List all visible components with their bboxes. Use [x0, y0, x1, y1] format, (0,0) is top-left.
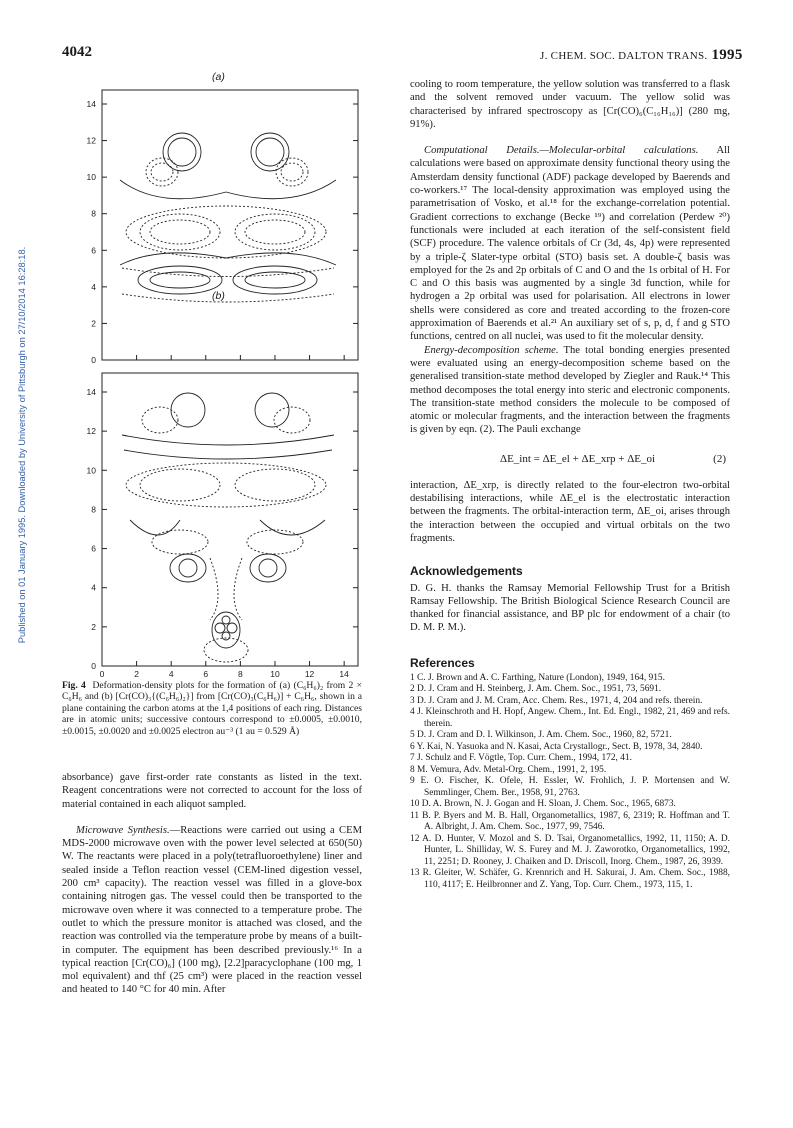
caption-label: Fig. 4	[62, 680, 86, 691]
computational-heading: Computational Details.—Molecular-orbital calculations.	[424, 145, 699, 157]
x-tick-label: 2	[134, 669, 139, 679]
reference-item: 13 R. Gleiter, W. Schäfer, G. Krennrich and H. Sakurai, J. Am. Chem. Soc., 1988, 110, 4117; E. Heilbronner and Z. Yang, Top. Curr. Chem., 1973, 115, 1.	[410, 868, 730, 890]
right-paragraph-3	[410, 344, 730, 437]
panel-a-y-tick-label: 2	[91, 318, 96, 329]
caption-text: Deformation-density plots for the formation of (a) (C₆H₆)₂ from 2 × C₆H₆ and (b) [Cr(CO)₃{(C₆H₆)₂}] from [Cr(CO)₃(C₆H₆)] + C₆H₆, shown in a plane containing the carbon atoms at the 1,4 positions of each ring. Distances are in atomic units; successive contours correspond to ±0.0005, ±0.0010, ±0.0015, ±0.0020 and ±0.0025 electron au⁻³ (1 au = 0.529 Å)	[62, 680, 363, 737]
reference-item: 3 D. J. Cram and J. M. Cram, Acc. Chem. Res., 1971, 4, 204 and refs. therein.	[410, 695, 703, 706]
microwave-text: —Reactions were carried out using a CEM MDS-2000 microwave oven with the power level selected at 650(50) W. The reactants were placed in a poly(tetrafluoroethylene) liner and sealed inside a Teflon reaction vessel (CEM-lined digestion vessel, 200 cm³ capacity). The reaction vessel was filled in a glove-box containing nitrogen gas. The vessel could then be transported to the microwave oven where it was connected to a temperature probe. The outlet to which the pressure monitor is attached was closed, and the reaction was controlled via the temperature probe by means of a built-in computer. The equipment has been described previously.¹⁶ In a typical reaction [Cr(CO)₆] (100 mg), [2.2]paracyclophane (100 mg, 1 mol equivalent) and thf (25 cm³) were placed in the reaction vessel and heated to 140 °C for 40 min. After	[62, 824, 362, 996]
panel-a-y-tick-label: 8	[91, 208, 96, 219]
right-column	[410, 78, 730, 891]
panel-b-y-tick-label: 0	[91, 661, 96, 671]
panel-a-y-tick-label: 12	[86, 135, 96, 146]
left-column	[62, 771, 362, 997]
reference-item: 4 J. Kleinschroth and H. Hopf, Angew. Chem., Int. Ed. Engl., 1982, 21, 469 and refs. therein.	[410, 707, 730, 729]
panel-a-y-tick-label: 14	[86, 99, 96, 109]
panel-a-y-tick-label: 10	[86, 172, 96, 183]
equation-2	[410, 445, 730, 479]
panel-b-frame	[102, 373, 358, 666]
acknowledgements-heading: Acknowledgements	[410, 564, 523, 579]
x-tick-label: 4	[168, 669, 174, 679]
x-tick-label: 0	[99, 669, 105, 679]
panel-b-y-tick-label: 4	[91, 582, 96, 593]
reference-item: 1 C. J. Brown and A. C. Farthing, Nature (London), 1949, 164, 915.	[410, 672, 665, 683]
x-tick-label: 14	[339, 669, 349, 679]
panel-a-y-tick-label: 4	[91, 281, 96, 292]
references-heading: References	[410, 655, 475, 670]
computational-text: All calculations were based on approximate density functional theory using the Amsterdam density functional (ADF) package developed by Baerends and co-workers.¹⁷ The local-density approximation was employed using the parametrisation of Vosko, et al.¹⁸ for the exchange-correlation potential. Gradient corrections to exchange (Becke ¹⁹) and correlation (Perdew ²⁰) functionals were included at each iteration of the self-consistent field (SCF) procedure. The valence orbitals of Cr (3d, 4s, 4p) were represented by a triple-ζ Slater-type orbital (STO) basis set. A double-ζ basis was employed for the 2s and 2p orbitals of C and O and the 1s orbital of H. For C and O this basis was augmented by a single 3d function, while for hydrogen a 2p orbital was used for polarisation. All electrons in lower shells were considered as core and treated according to the frozen-core approximation of Baerends et al.²¹ An auxiliary set of s, p, d, f and g STO functions, centred on all nuclei, was used to fit the molecular density.	[410, 145, 730, 343]
journal-name: J. CHEM. SOC. DALTON TRANS.	[540, 50, 708, 62]
right-paragraph-4: interaction, ΔE_xrp, is directly related to the four-electron two-orbital destabilising interactions, while ΔE_el is the electrostatic interaction between the fragments. The orbital-interaction term, ΔE_oi, arises through the interaction between the occupied and virtual orbitals on the two fragments.	[410, 479, 730, 544]
panel-b-contours	[122, 393, 334, 662]
panel-a-label: (a)	[212, 71, 225, 83]
panel-b-label: (b)	[212, 290, 225, 302]
panel-b-y-tick-label: 2	[91, 621, 96, 632]
equation-number: (2)	[713, 452, 726, 465]
reference-item: 5 D. J. Cram and D. I. Wilkinson, J. Am. Chem. Soc., 1960, 82, 5721.	[410, 730, 672, 741]
x-tick-label: 6	[203, 669, 209, 679]
journal-year: 1995	[711, 47, 743, 63]
right-paragraph-1: cooling to room temperature, the yellow solution was transferred to a flask and the solvent removed under vacuum. The yellow solid was characterised by infrared spectroscopy as [Cr(CO)₆(C₁₆H₁₆)] (280 mg, 91%).	[410, 79, 730, 130]
reference-item: 10 D. A. Brown, N. J. Gogan and H. Sloan, J. Chem. Soc., 1965, 6873.	[410, 799, 676, 810]
energy-heading: Energy-decomposition scheme.	[424, 344, 559, 356]
references-list	[410, 673, 730, 892]
reference-item: 8 M. Vemura, Adv. Metal-Org. Chem., 1991, 2, 195.	[410, 764, 607, 775]
reference-item: 6 Y. Kai, N. Yasuoka and N. Kasai, Acta Crystallogr., Sect. B, 1978, 34, 2840.	[410, 741, 703, 752]
panel-a-y-tick-label: 6	[91, 245, 96, 256]
panel-a-frame	[102, 90, 358, 360]
journal-header	[540, 47, 743, 64]
reference-item: 9 E. O. Fischer, K. Ofele, H. Essler, W. Frohlich, J. P. Mortensen and W. Semmlinger, Chem. Ber., 1958, 91, 2763.	[410, 776, 730, 798]
right-paragraph-2	[410, 144, 730, 343]
x-tick-label: 8	[238, 669, 243, 679]
reference-item: 2 D. J. Cram and H. Steinberg, J. Am. Chem. Soc., 1951, 73, 5691.	[410, 684, 662, 695]
microwave-heading: Microwave Synthesis.	[76, 824, 170, 836]
panel-b-y-tick-label: 12	[86, 426, 96, 437]
panel-b-y-tick-label: 8	[91, 504, 96, 515]
download-watermark: Published on 01 January 1995. Downloaded by University of Pittsburgh on 27/10/2014 16:28:18.	[17, 246, 27, 644]
panel-b-y-tick-label: 6	[91, 543, 96, 554]
panel-b-y-tick-label: 14	[86, 387, 96, 397]
panel-a-contours	[120, 133, 336, 302]
panel-b-y-tick-label: 10	[86, 465, 96, 476]
acknowledgements-text: D. G. H. thanks the Ramsay Memorial Fellowship Trust for a British Ramsay Fellowship. The British Biological Science Research Council are thanked for financial assistance, and BP plc for endowment of a chair (to D. M. P. M.).	[410, 582, 730, 634]
left-paragraph-1: absorbance) gave first-order rate constants as listed in the text. Reagent concentrations were not corrected to account for the loss of material contained in each aliquot sampled.	[62, 772, 362, 810]
left-paragraph-2	[62, 824, 362, 997]
reference-item: 7 J. Schulz and F. Vögtle, Top. Curr. Chem., 1994, 172, 41.	[410, 753, 632, 764]
reference-item: 11 B. P. Byers and M. B. Hall, Organometallics, 1987, 6, 2319; R. Hoffman and T. A. Albright, J. Am. Chem. Soc., 1977, 99, 7546.	[410, 810, 730, 833]
page-number: 4042	[62, 44, 92, 60]
panel-a-y-tick-label: 0	[91, 355, 96, 365]
figure-caption	[62, 680, 362, 737]
energy-text: The total bonding energies presented were evaluated using an energy-decomposition scheme based on the generalised transition-state method developed by Ziegler and Rauk.¹⁴ This method decomposes the total energy into steric and electronic components. The transition-state method considers the molecule to be composed of atomic or molecular fragments, and the interaction between the fragments is given by eqn. (2). The Pauli exchange	[410, 344, 730, 436]
reference-item: 12 A. D. Hunter, V. Mozol and S. D. Tsai, Organometallics, 1992, 11, 1150; A. D. Hunter, L. Shilliday, W. S. Furey and M. J. Zaworotko, Organometallics, 1992, 11, 2251; D. Rooney, J. Chaiken and D. Driscoll, Inorg. Chem., 1987, 26, 3939.	[410, 833, 730, 867]
equation-text: ΔE_int = ΔE_el + ΔE_xrp + ΔE_oi	[500, 452, 656, 465]
x-tick-label: 10	[270, 669, 280, 679]
deformation-density-figure	[60, 80, 380, 680]
x-tick-label: 12	[304, 669, 315, 679]
